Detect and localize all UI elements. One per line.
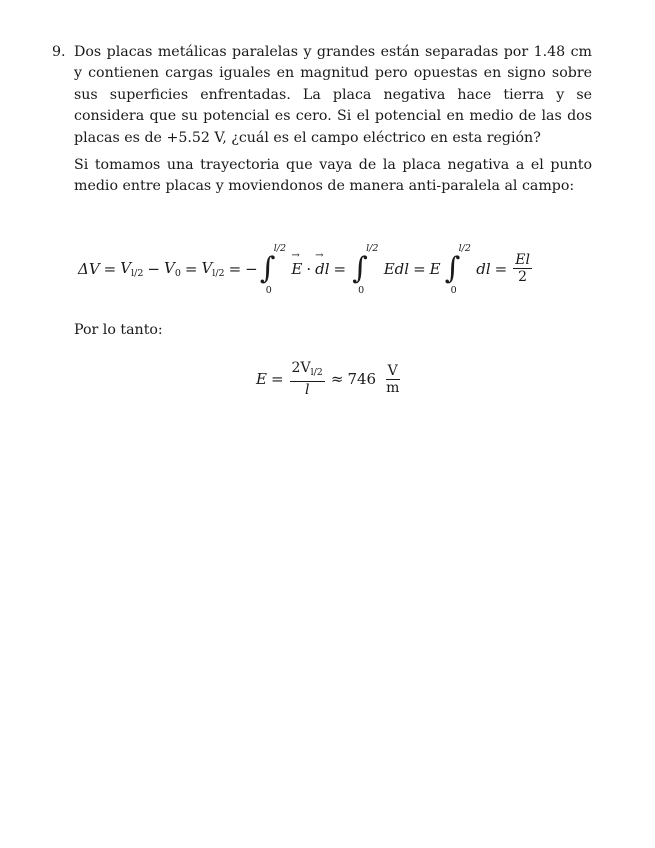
e-label: E [256,370,267,388]
two-v-over-l: $\frac{2V_{l/2}}{l}$ [291,360,323,398]
approach-paragraph: Si tomamos una trayectoria que vaya de la placa negativa a el punto medio entre placas y moviendonos de manera anti-paralela al campo: [74,157,592,195]
integral-sign-1: ∫ l/2 0 [259,242,287,296]
problem-statement: Dos placas metálicas paralelas y grandes están separadas por 1.48 cm y contienen cargas iguales en magnitud pero opuestas en signo sobre sus superficies enfrentadas. La placa negativa hace tierra y se considera que su potencial es cero. Si el potencial en medio de las dos placas es de +5.52 V, ¿cuál es el campo eléctrico en esta región? [74,44,592,146]
integral-sign-2: ∫ l/2 0 [352,242,379,296]
v-half: $V_{l/2}$ [120,258,144,279]
potential-integral-equation: ΔV = $V_{l/2}$ − $V_0$ = $V_{l/2}$ = − ∫ l/2 0 → E · → dl = ∫ l/2 0 Edl = E ∫ l/2 0 dl = $\frac{El}{2}$ [78,252,598,312]
problem-number: 9. [52,44,66,60]
e-constant: E [429,259,441,278]
delta-v: ΔV [78,259,100,278]
dl: dl [476,259,491,278]
integral-sign-3: ∫ l/2 0 [444,242,471,296]
v-half-2: $V_{l/2}$ [201,258,225,279]
dl-vector: → dl [315,260,329,278]
unit-v-per-m: $\frac{V}{m}$ [386,362,400,396]
approx-sign: ≈ [330,370,344,388]
el-over-2: $\frac{El}{2}$ [515,252,530,285]
por-lo-tanto: Por lo tanto: [74,322,163,338]
problem-9 [52,42,592,198]
field-value: 746 [347,370,377,388]
edl: Edl [383,259,410,278]
e-vector: → E [291,260,302,278]
field-result-equation: E = $\frac{2V_{l/2}}{l}$ ≈ 746 $\frac{V}{m}$ [256,360,400,398]
v-zero: $V_0$ [163,258,181,279]
